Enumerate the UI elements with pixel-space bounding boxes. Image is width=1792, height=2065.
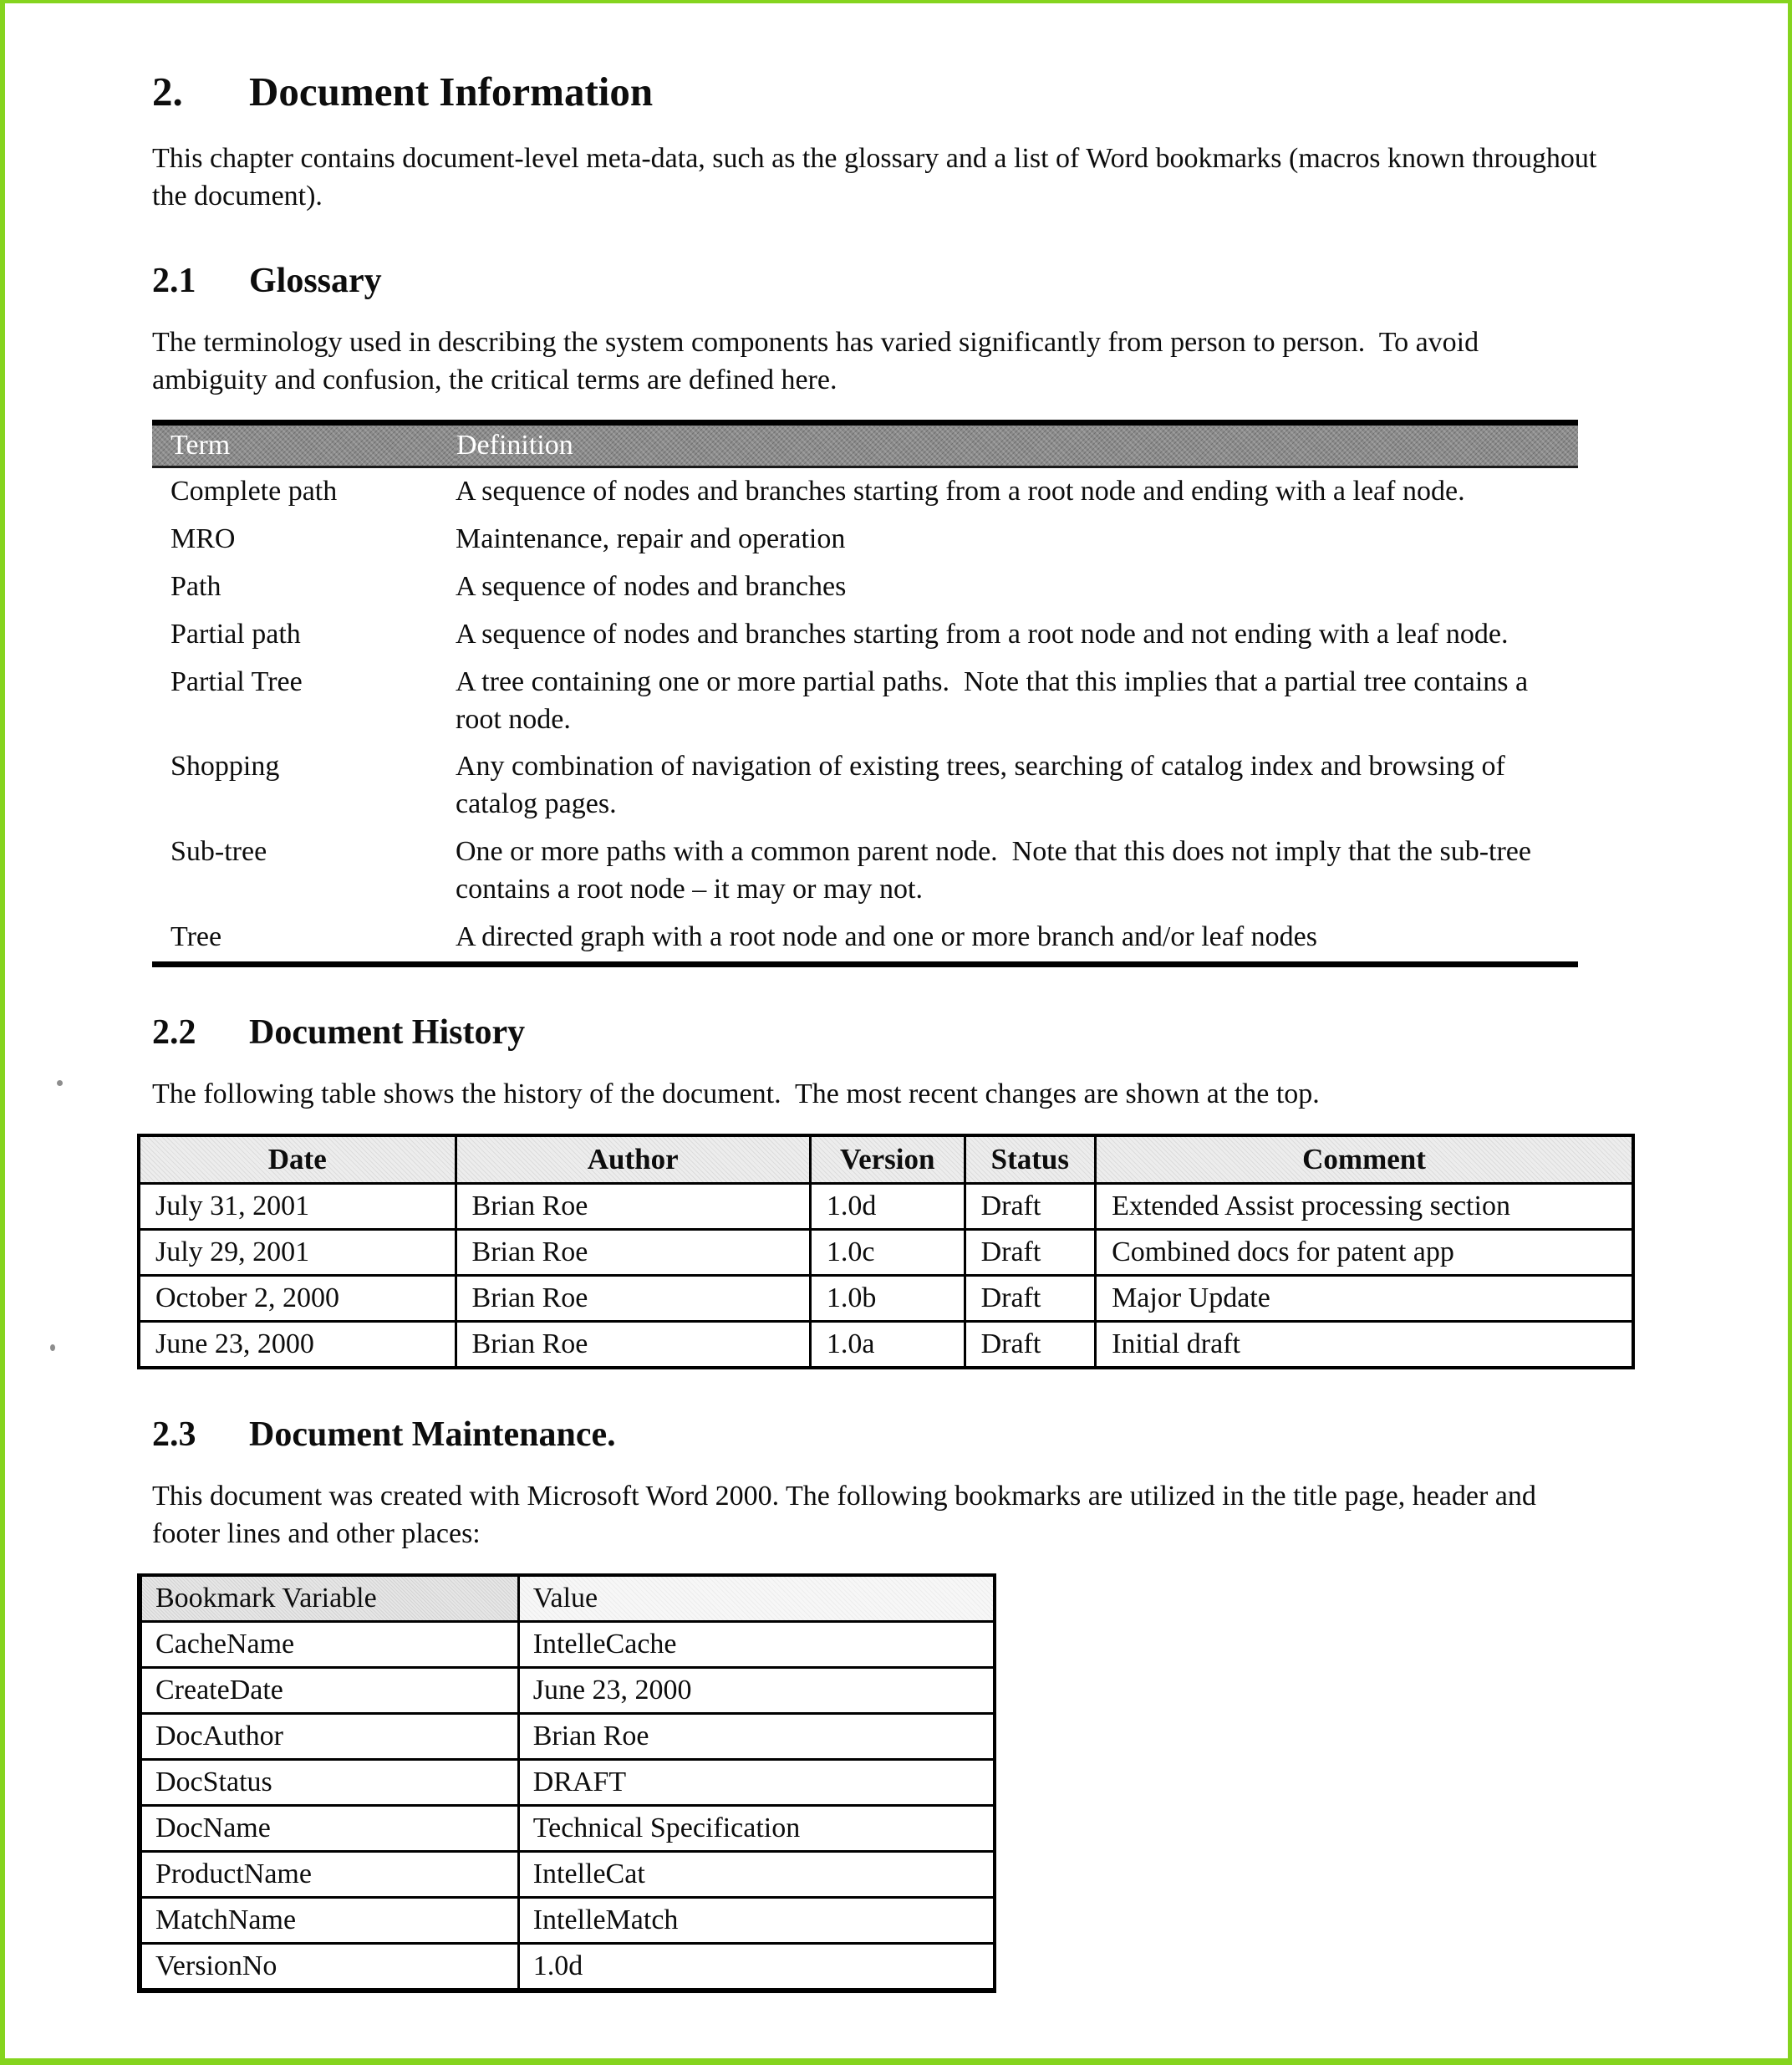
bookmark-table-header — [140, 1575, 995, 1622]
history-section-title: Document History — [249, 1012, 526, 1052]
bookmark-table-body — [140, 1621, 995, 1991]
bookmark-variable-cell: DocName — [140, 1805, 518, 1851]
history-comment-cell: Extended Assist processing section — [1096, 1183, 1633, 1229]
chapter-heading — [152, 69, 1600, 115]
history-status-cell: Draft — [965, 1275, 1095, 1321]
glossary-table-header — [152, 423, 1578, 467]
glossary-header-term: Term — [152, 423, 456, 467]
glossary-row — [152, 611, 1578, 659]
maintenance-intro-paragraph: This document was created with Microsoft Word 2000. The following bookmarks are utilized in the title page, header and footer lines and other places: — [152, 1481, 1544, 1550]
bookmark-variable-cell: DocAuthor — [140, 1713, 518, 1759]
history-comment-cell: Combined docs for patent app — [1096, 1229, 1633, 1275]
history-header-comment: Comment — [1096, 1135, 1633, 1184]
glossary-section-number: 2.1 — [152, 262, 196, 301]
maintenance-heading — [152, 1415, 1600, 1455]
glossary-definition-cell: A sequence of nodes and branches starting from a root node and ending with a leaf node. — [456, 476, 1465, 507]
bookmark-row — [140, 1943, 995, 1991]
history-comment-cell: Major Update — [1096, 1275, 1633, 1321]
history-section-number: 2.2 — [152, 1012, 196, 1052]
glossary-header-definition: Definition — [456, 423, 1578, 467]
glossary-term-cell: Path — [171, 570, 221, 602]
scan-speckle — [57, 1080, 63, 1086]
glossary-definition-cell: Maintenance, repair and operation — [456, 523, 846, 555]
bookmark-row — [140, 1759, 995, 1805]
glossary-row — [152, 563, 1578, 611]
glossary-row — [152, 743, 1578, 829]
glossary-term-cell: MRO — [171, 523, 236, 555]
bookmark-header-variable: Bookmark Variable — [140, 1575, 518, 1622]
history-heading — [152, 1012, 1600, 1053]
history-version-cell: 1.0c — [810, 1229, 965, 1275]
chapter-intro-paragraph: This chapter contains document-level meta-data, such as the glossary and a list of Word bookmarks (macros known throughout the document). — [152, 143, 1604, 212]
bookmark-row — [140, 1713, 995, 1759]
bookmark-value-cell: IntelleCache — [518, 1621, 995, 1667]
bookmark-variable-cell: CreateDate — [140, 1667, 518, 1713]
history-intro-paragraph: The following table shows the history of the document. The most recent changes are shown at the top. — [152, 1078, 1320, 1110]
bookmark-row — [140, 1897, 995, 1943]
history-table-body — [139, 1183, 1633, 1368]
history-header-date: Date — [139, 1135, 456, 1184]
bookmark-value-cell: DRAFT — [518, 1759, 995, 1805]
glossary-row — [152, 467, 1578, 516]
bookmark-table — [137, 1573, 996, 1993]
glossary-term-cell: Complete path — [171, 476, 338, 507]
maintenance-section-number: 2.3 — [152, 1415, 196, 1454]
glossary-definition-cell: A sequence of nodes and branches — [456, 570, 847, 602]
history-date-cell: June 23, 2000 — [139, 1321, 456, 1368]
chapter-number: 2. — [152, 69, 183, 115]
history-table-header — [139, 1135, 1633, 1184]
scan-speckle — [50, 1344, 55, 1351]
glossary-section-title: Glossary — [249, 262, 382, 301]
bookmark-row — [140, 1621, 995, 1667]
glossary-intro-paragraph: The terminology used in describing the system components has varied significantly from person to person. To avoid ambiguity and confusion, the critical terms are defined here. — [152, 327, 1486, 396]
glossary-row — [152, 914, 1578, 964]
bookmark-variable-cell: CacheName — [140, 1621, 518, 1667]
glossary-definition-cell: A sequence of nodes and branches starting from a root node and not ending with a leaf node. — [456, 618, 1509, 650]
bookmark-value-cell: IntelleCat — [518, 1851, 995, 1897]
bookmark-value-cell: Brian Roe — [518, 1713, 995, 1759]
glossary-definition-cell: A tree containing one or more partial paths. Note that this implies that a partial tree contains a root node. — [456, 665, 1535, 735]
glossary-term-cell: Tree — [171, 920, 222, 952]
glossary-term-cell: Sub-tree — [171, 836, 267, 868]
bookmark-variable-cell: DocStatus — [140, 1759, 518, 1805]
glossary-term-cell: Partial path — [171, 618, 301, 650]
history-header-status: Status — [965, 1135, 1095, 1184]
history-version-cell: 1.0b — [810, 1275, 965, 1321]
history-author-cell: Brian Roe — [456, 1275, 810, 1321]
history-status-cell: Draft — [965, 1183, 1095, 1229]
glossary-row — [152, 516, 1578, 563]
glossary-definition-cell: Any combination of navigation of existing trees, searching of catalog index and browsing of catalog pages. — [456, 751, 1513, 820]
glossary-term-cell: Shopping — [171, 751, 280, 783]
page-content — [152, 69, 1604, 1993]
history-row — [139, 1229, 1633, 1275]
bookmark-variable-cell: ProductName — [140, 1851, 518, 1897]
document-history-table — [137, 1134, 1635, 1369]
history-status-cell: Draft — [965, 1321, 1095, 1368]
bookmark-value-cell: 1.0d — [518, 1943, 995, 1991]
bookmark-value-cell: Technical Specification — [518, 1805, 995, 1851]
history-version-cell: 1.0a — [810, 1321, 965, 1368]
glossary-table-body — [152, 467, 1578, 965]
history-author-cell: Brian Roe — [456, 1321, 810, 1368]
bookmark-value-cell: IntelleMatch — [518, 1897, 995, 1943]
bookmark-row — [140, 1851, 995, 1897]
history-header-version: Version — [810, 1135, 965, 1184]
history-date-cell: July 29, 2001 — [139, 1229, 456, 1275]
bookmark-variable-cell: VersionNo — [140, 1943, 518, 1991]
glossary-term-cell: Partial Tree — [171, 665, 303, 697]
chapter-title: Document Information — [249, 69, 654, 115]
glossary-heading — [152, 261, 1600, 301]
history-header-author: Author — [456, 1135, 810, 1184]
history-row — [139, 1275, 1633, 1321]
history-author-cell: Brian Roe — [456, 1183, 810, 1229]
bookmark-value-cell: June 23, 2000 — [518, 1667, 995, 1713]
glossary-table — [152, 420, 1578, 967]
history-row — [139, 1321, 1633, 1368]
history-comment-cell: Initial draft — [1096, 1321, 1633, 1368]
bookmark-header-value: Value — [518, 1575, 995, 1622]
history-status-cell: Draft — [965, 1229, 1095, 1275]
maintenance-section-title: Document Maintenance. — [249, 1415, 616, 1454]
history-date-cell: July 31, 2001 — [139, 1183, 456, 1229]
glossary-row — [152, 659, 1578, 744]
history-row — [139, 1183, 1633, 1229]
glossary-definition-cell: One or more paths with a common parent node. Note that this does not imply that the sub-tree contains a root node – it may or may not. — [456, 836, 1539, 905]
bookmark-row — [140, 1805, 995, 1851]
history-date-cell: October 2, 2000 — [139, 1275, 456, 1321]
bookmark-variable-cell: MatchName — [140, 1897, 518, 1943]
history-version-cell: 1.0d — [810, 1183, 965, 1229]
glossary-row — [152, 829, 1578, 914]
bookmark-row — [140, 1667, 995, 1713]
history-author-cell: Brian Roe — [456, 1229, 810, 1275]
glossary-definition-cell: A directed graph with a root node and one or more branch and/or leaf nodes — [456, 920, 1317, 952]
